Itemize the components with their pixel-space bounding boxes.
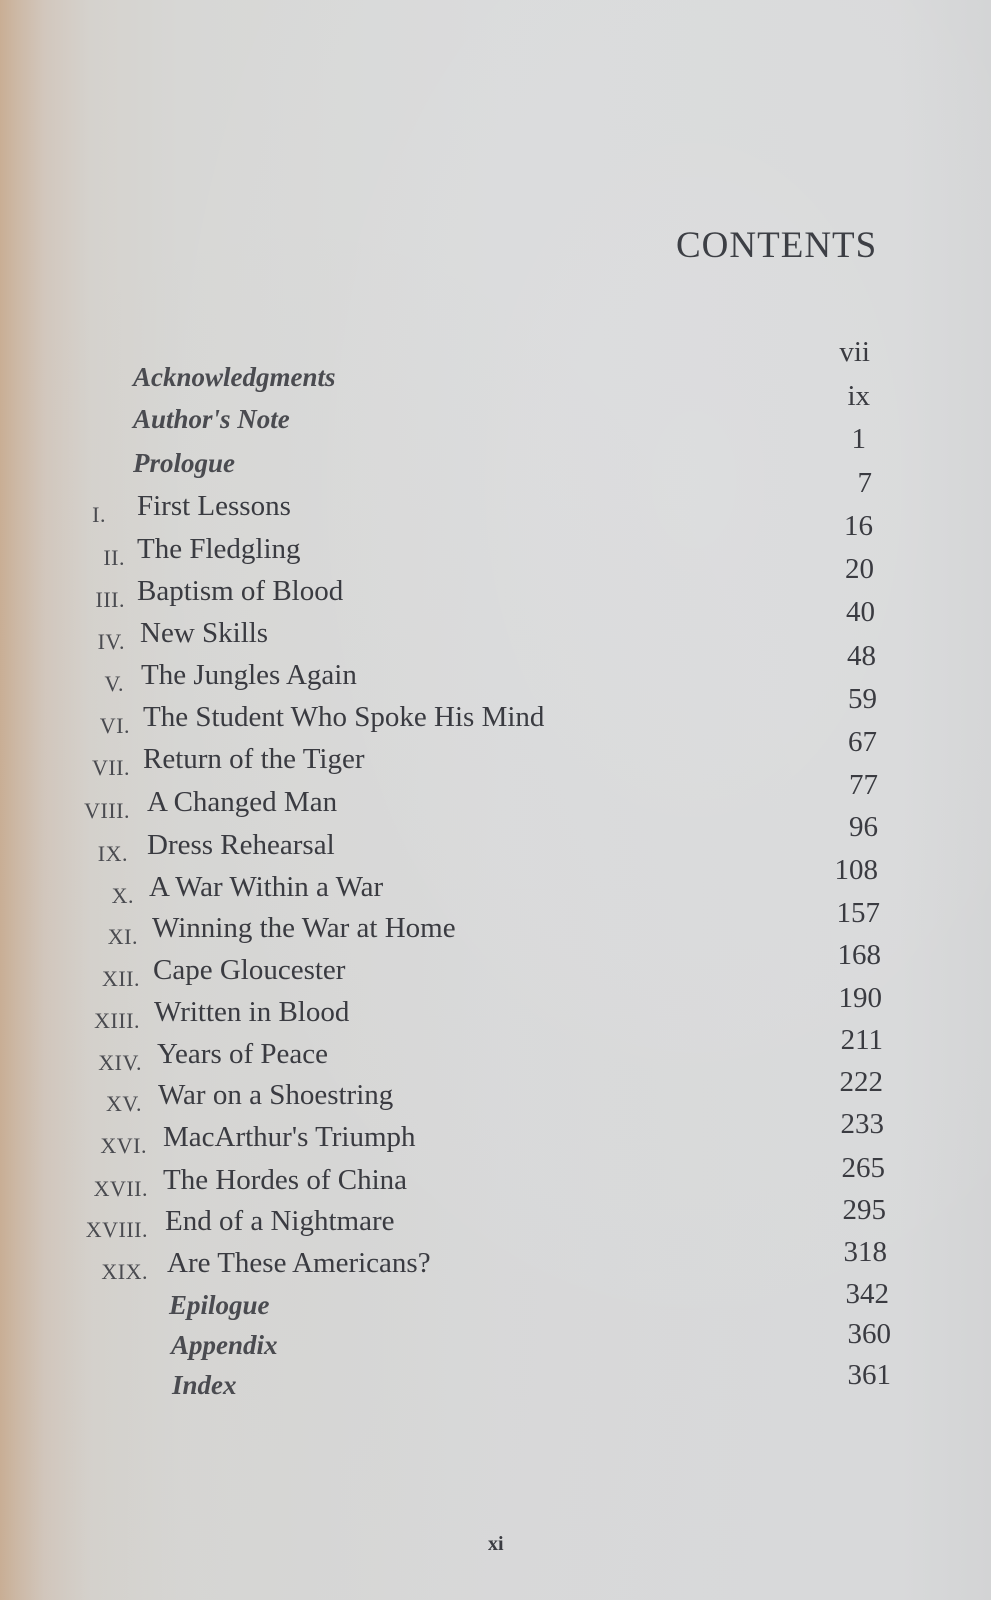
chapter-title: Acknowledgments [133,362,336,392]
page-number: 265 [841,1152,885,1184]
chapter-numeral: XI. [107,924,138,949]
page-number: 233 [840,1108,884,1140]
chapter-title: Appendix [171,1330,278,1360]
chapter-numeral: XVIII. [85,1217,148,1242]
page-folio: xi [488,1533,504,1555]
chapter-title: The Student Who Spoke His Mind [143,701,545,733]
chapter-title: Cape Gloucester [153,954,346,986]
page-number: 318 [843,1236,887,1268]
page-heading: CONTENTS [676,225,878,266]
page-number: 48 [847,640,876,672]
chapter-numeral: XVI. [100,1133,147,1158]
page-number: 20 [845,553,874,585]
chapter-title: End of a Nightmare [165,1205,395,1237]
page-number: 295 [842,1194,886,1226]
chapter-title: A War Within a War [149,871,384,903]
page-number: 40 [846,596,875,628]
page-number: 16 [844,510,873,542]
chapter-numeral: IX. [97,841,128,866]
page-number: 190 [838,982,882,1014]
chapter-title: First Lessons [137,490,291,522]
chapter-title: Index [172,1370,237,1400]
chapter-title: The Fledgling [137,533,301,565]
page-number: 168 [837,939,881,971]
page-number: 222 [839,1066,883,1098]
chapter-numeral: II. [103,545,125,570]
page-number: ix [847,380,870,412]
chapter-title: Years of Peace [157,1038,328,1070]
chapter-numeral: XII. [101,966,140,991]
chapter-title: Baptism of Blood [137,575,344,607]
chapter-title: The Jungles Again [141,659,357,691]
page-number: 59 [848,683,877,715]
page-number: 211 [840,1024,883,1056]
chapter-numeral: VIII. [84,798,130,823]
chapter-numeral: X. [111,883,134,908]
chapter-numeral: III. [95,587,125,612]
chapter-numeral: XV. [106,1091,142,1116]
chapter-title: Dress Rehearsal [147,829,335,861]
chapter-numeral: XIII. [94,1008,140,1033]
chapter-numeral: I. [92,502,106,527]
chapter-title: New Skills [140,617,269,649]
chapter-numeral: IV. [97,629,125,654]
page-number: 77 [849,769,878,801]
page-number: 1 [851,423,866,455]
page-number: 360 [847,1318,891,1350]
page-number: 342 [845,1278,889,1310]
chapter-title: The Hordes of China [163,1164,408,1196]
chapter-title: Return of the Tiger [143,743,365,775]
page-number: 67 [848,726,877,758]
chapter-title: A Changed Man [147,786,338,818]
page-number: 96 [849,811,878,843]
chapter-title: MacArthur's Triumph [163,1121,416,1153]
chapter-numeral: XVII. [93,1176,148,1201]
chapter-numeral: VII. [91,755,130,780]
page-number: vii [839,336,870,368]
chapter-title: Author's Note [133,404,290,434]
chapter-title: Winning the War at Home [152,912,456,944]
chapter-title: War on a Shoestring [158,1079,394,1111]
page-number: 157 [836,897,880,929]
chapter-title: Epilogue [169,1290,270,1320]
page-number: 7 [857,467,872,499]
chapter-numeral: V. [104,671,124,696]
chapter-title: Prologue [133,448,236,478]
chapter-numeral: VI. [99,713,130,738]
page-number: 361 [847,1359,891,1391]
page-number: 108 [834,854,878,886]
chapter-title: Are These Americans? [167,1247,431,1279]
chapter-title: Written in Blood [154,996,350,1028]
chapter-numeral: XIV. [98,1050,142,1075]
chapter-numeral: XIX. [101,1259,148,1284]
